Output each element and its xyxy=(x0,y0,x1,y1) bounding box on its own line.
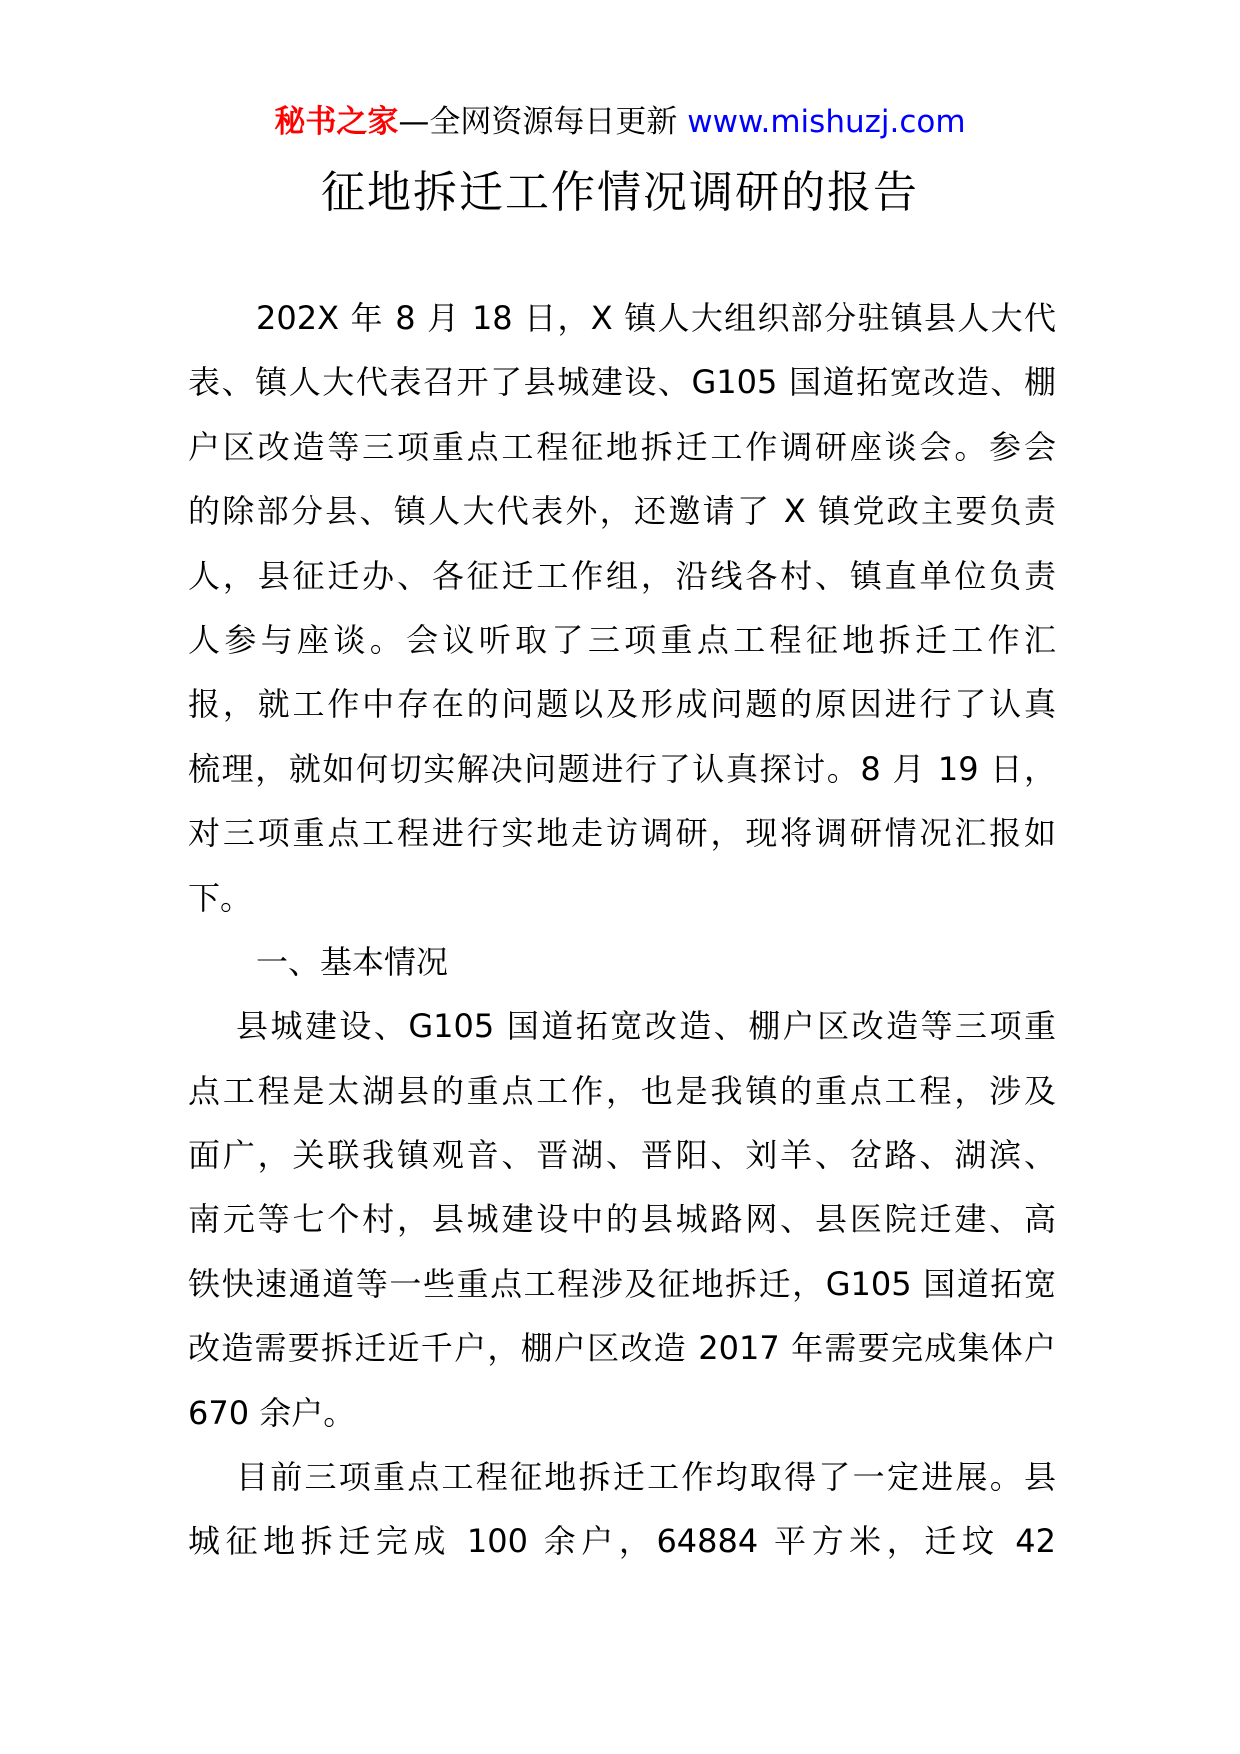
paragraph-line: 对三项重点工程进行实地走访调研，现将调研情况汇报如 xyxy=(188,814,1056,853)
paragraph-line: 202X 年 8 月 18 日，X 镇人大组织部分驻镇县人大代 xyxy=(256,299,1056,337)
paragraph-line: 表、镇人大代表召开了县城建设、G105 国道拓宽改造、棚 xyxy=(188,363,1056,402)
paragraph-line: 人参与座谈。会议听取了三项重点工程征地拆迁工作汇 xyxy=(188,620,1056,659)
paragraph-line: 改造需要拆迁近千户，棚户区改造 2017 年需要完成集体户 xyxy=(188,1329,1056,1368)
header-slogan: —全网资源每日更新 xyxy=(398,104,678,140)
paragraph-line: 城征地拆迁完成 100 余户，64884 平方米，迁坟 42 xyxy=(188,1522,1056,1561)
paragraph-line: 南元等七个村，县城建设中的县城路网、县医院迁建、高 xyxy=(188,1200,1056,1239)
site-url-link[interactable]: www.mishuzj.com xyxy=(687,104,966,140)
paragraph-line: 人，县征迁办、各征迁工作组，沿线各村、镇直单位负责 xyxy=(188,556,1056,595)
document-title: 征地拆迁工作情况调研的报告 xyxy=(321,167,919,218)
paragraph-line: 户区改造等三项重点工程征地拆迁工作调研座谈会。参会 xyxy=(188,427,1056,466)
paragraph-line: 的除部分县、镇人大代表外，还邀请了 X 镇党政主要负责 xyxy=(188,492,1056,531)
paragraph-line: 670 余户。 xyxy=(188,1393,356,1432)
section-heading: 一、基本情况 xyxy=(256,942,449,981)
document-body xyxy=(188,286,1056,1574)
paragraph-line: 点工程是太湖县的重点工作，也是我镇的重点工程，涉及 xyxy=(188,1071,1056,1110)
paragraph-line: 梳理，就如何切实解决问题进行了认真探讨。8 月 19 日， xyxy=(188,749,1056,788)
brand-name: 秘书之家 xyxy=(274,104,399,140)
site-header xyxy=(0,100,1240,144)
paragraph-line: 报，就工作中存在的问题以及形成问题的原因进行了认真 xyxy=(188,685,1056,724)
paragraph-line: 目前三项重点工程征地拆迁工作均取得了一定进展。县 xyxy=(236,1458,1056,1497)
paragraph-line: 铁快速通道等一些重点工程涉及征地拆迁，G105 国道拓宽 xyxy=(188,1264,1056,1303)
paragraph-line: 县城建设、G105 国道拓宽改造、棚户区改造等三项重 xyxy=(236,1007,1056,1046)
paragraph-line: 下。 xyxy=(188,878,253,917)
paragraph-line: 面广，关联我镇观音、晋湖、晋阳、刘羊、岔路、湖滨、 xyxy=(188,1136,1056,1175)
